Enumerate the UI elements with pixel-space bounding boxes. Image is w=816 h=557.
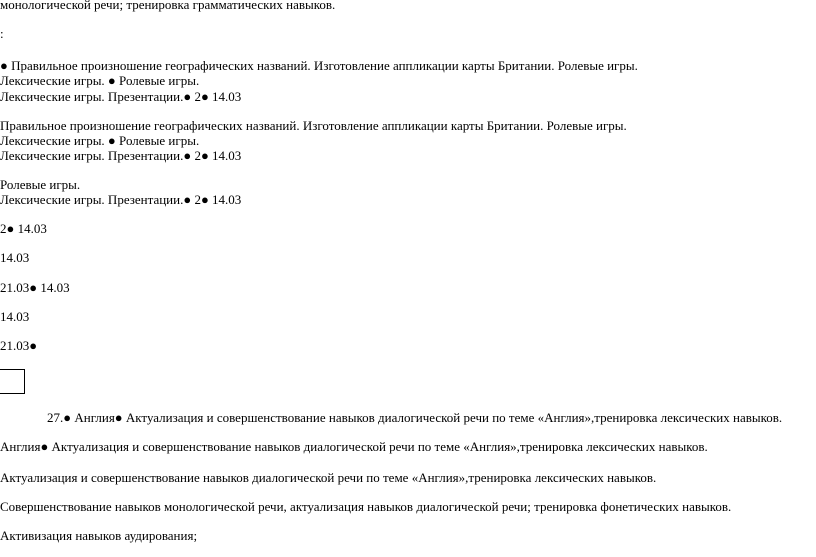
text-line: Совершенствование навыков монологической речи, актуализация навыков диалогической речи; тренировка фонетических навыков. bbox=[0, 499, 732, 514]
text-line: Правильное произношение географических названий. Изготовление аппликации карты Британии. Ролевые игры. bbox=[0, 118, 627, 133]
text-line: Лексические игры. ● Ролевые игры. bbox=[0, 133, 200, 148]
text-line: ● Правильное произношение географических названий. Изготовление аппликации карты Британии. Ролевые игры. bbox=[0, 58, 638, 73]
text-line: 14.03 bbox=[0, 309, 30, 324]
text-line: 2● 14.03 bbox=[0, 221, 47, 236]
text-line: Лексические игры. Презентации.● 2● 14.03 bbox=[0, 192, 242, 207]
text-line: 21.03● bbox=[0, 338, 38, 353]
text-line: : bbox=[0, 26, 4, 41]
table-cell-box bbox=[0, 369, 25, 394]
text-line: Актуализация и совершенствование навыков диалогической речи по теме «Англия»,тренировка лексических навыков. bbox=[0, 470, 657, 485]
text-line: Активизация навыков аудирования; bbox=[0, 528, 198, 543]
text-line: 21.03● 14.03 bbox=[0, 280, 70, 295]
text-line: Лексические игры. Презентации.● 2● 14.03 bbox=[0, 89, 242, 104]
text-line: Лексические игры. ● Ролевые игры. bbox=[0, 73, 200, 88]
text-line: 14.03 bbox=[0, 250, 30, 265]
text-line: Лексические игры. Презентации.● 2● 14.03 bbox=[0, 148, 242, 163]
text-line: 27.● Англия● Актуализация и совершенствование навыков диалогической речи по теме «Англия»,тренировка лексических навыков. bbox=[47, 410, 783, 425]
text-line: Англия● Актуализация и совершенствование навыков диалогической речи по теме «Англия»,тренировка лексических навыков. bbox=[0, 439, 708, 454]
text-line: монологической речи; тренировка грамматических навыков. bbox=[0, 0, 336, 12]
text-line: Ролевые игры. bbox=[0, 177, 81, 192]
